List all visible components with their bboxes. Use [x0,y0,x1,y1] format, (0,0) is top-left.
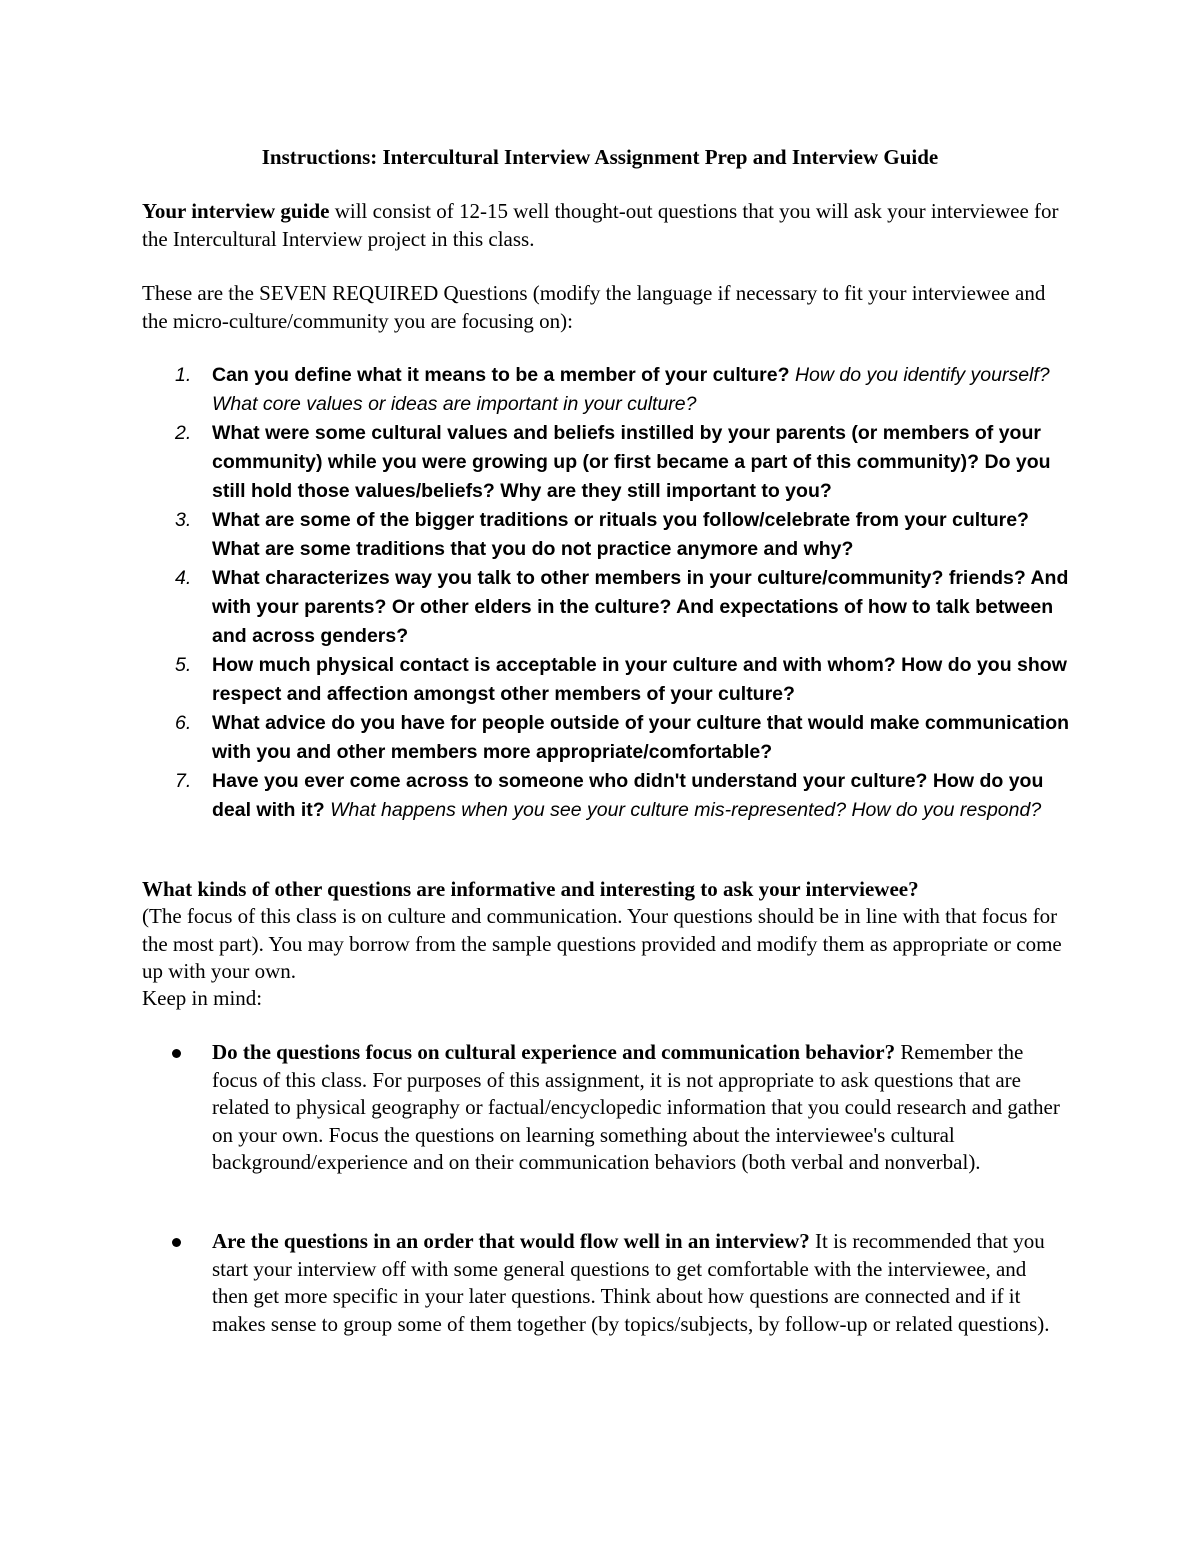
question-number: 1. [175,364,192,386]
list-item [142,419,1072,506]
list-item [142,651,1072,709]
consideration-text: It is recommended that you start your interview off with some general questions to get comfortable with the interviewee, and then get more specific in your later questions. Think about how questions are connected and if it makes sense to group some of them together (by topics/subjects, by follow-up or related questions). [212,1229,1050,1336]
intro-bold: Your interview guide [142,199,330,223]
question-number: 2. [175,422,192,444]
question-number: 6. [175,712,192,734]
question-number: 7. [175,770,192,792]
consideration-heading: Are the questions in an order that would flow well in an interview? [212,1229,810,1253]
intro-text: will consist of 12-15 well thought-out questions that you will ask your interviewee for the Intercultural Interview project in this class. [142,199,1059,251]
other-questions-heading: What kinds of other questions are informative and interesting to ask your interviewee? [142,877,919,901]
question-text: What advice do you have for people outside of your culture that would make communication with you and other members more appropriate/comfortable? [212,712,1070,763]
question-text: Have you ever come across to someone who didn't understand your culture? How do you deal with it? [212,770,1044,821]
bullet-icon [172,1049,181,1058]
consideration-text: Remember the focus of this class. For purposes of this assignment, it is not appropriate to ask questions that are related to physical geography or factual/encyclopedic information that you could research and gather on your own. Focus the questions on learning something about the interviewee's cultural background/experience and on their communication behaviors (both verbal and nonverbal). [212,1040,1060,1174]
question-text: What characterizes way you talk to other members in your culture/community? friends? And with your parents? Or other elders in the culture? And expectations of how to talk between and across genders? [212,567,1069,647]
keep-in-mind: Keep in mind: [142,986,263,1010]
question-number: 4. [175,567,192,589]
intro-paragraph [142,198,1062,253]
list-item [142,1039,1062,1177]
list-item [142,564,1072,651]
list-item [142,361,1072,419]
considerations-list-2 [142,1228,1062,1338]
list-item [142,767,1072,825]
question-italic: How do you identify yourself? What core values or ideas are important in your culture? [212,364,1050,415]
list-item [142,1228,1062,1338]
page-title: Instructions: Intercultural Interview Assignment Prep and Interview Guide [261,145,939,169]
bullet-icon [172,1238,181,1247]
other-questions-text: (The focus of this class is on culture and communication. Your questions should be in line with that focus for the most part). You may borrow from the sample questions provided and modify them as appropriate or come up with your own. [142,904,1062,983]
question-text: What are some of the bigger traditions or rituals you follow/celebrate from your culture? What are some traditions that you do not practice anymore and why? [212,509,1029,560]
question-number: 5. [175,654,192,676]
consideration-heading: Do the questions focus on cultural experience and communication behavior? [212,1040,896,1064]
required-intro: These are the SEVEN REQUIRED Questions (modify the language if necessary to fit your interviewee and the micro-culture/community you are focusing on): [142,281,1046,333]
considerations-list [142,1039,1062,1177]
list-item [142,709,1072,767]
question-text: What were some cultural values and beliefs instilled by your parents (or members of your community) while you were growing up (or first became a part of this community)? Do you still hold those values/beliefs? Why are they still important to you? [212,422,1051,502]
list-item [142,506,1072,564]
required-questions-list [142,361,1072,825]
question-number: 3. [175,509,192,531]
question-text: How much physical contact is acceptable in your culture and with whom? How do you show respect and affection amongst other members of your culture? [212,654,1067,705]
question-italic: What happens when you see your culture mis-represented? How do you respond? [330,799,1042,821]
question-text: Can you define what it means to be a member of your culture? [212,364,795,386]
